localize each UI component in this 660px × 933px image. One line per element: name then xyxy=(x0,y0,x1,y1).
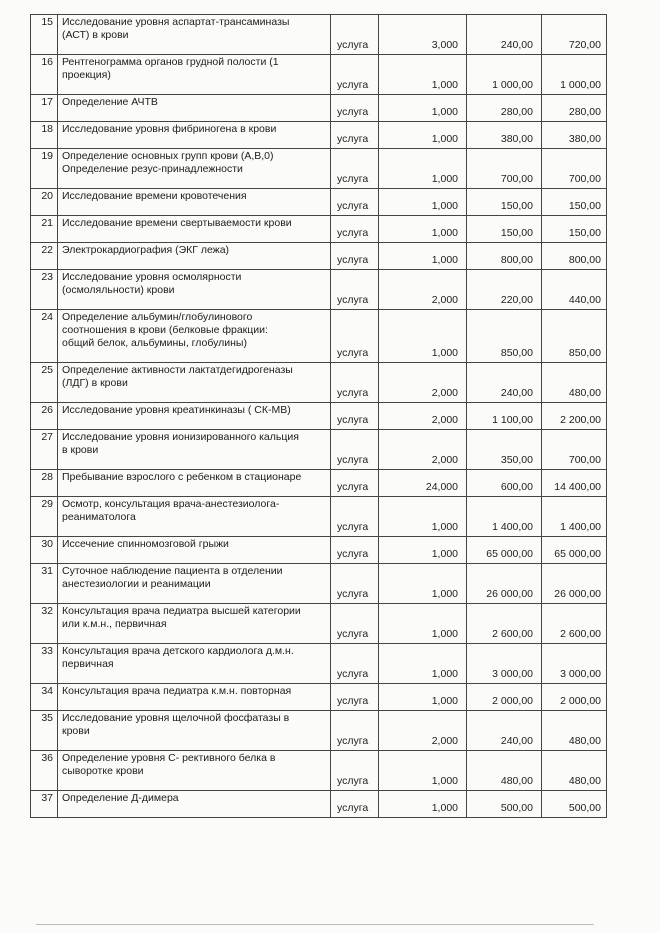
row-number-cell: 18 xyxy=(31,122,58,149)
sum-cell: 1 400,00 xyxy=(542,497,607,537)
quantity-cell: 1,000 xyxy=(379,243,467,270)
price-cell: 1 100,00 xyxy=(467,403,542,430)
service-name-cell: Осмотр, консультация врача-анестезиолога-реаниматолога xyxy=(58,497,331,537)
row-number-cell: 19 xyxy=(31,149,58,189)
service-name-cell: Рентгенограмма органов грудной полости (1 проекция) xyxy=(58,55,331,95)
row-number-cell: 29 xyxy=(31,497,58,537)
sum-cell: 700,00 xyxy=(542,430,607,470)
service-name-cell: Определение АЧТВ xyxy=(58,95,331,122)
sum-cell: 480,00 xyxy=(542,363,607,403)
price-cell: 3 000,00 xyxy=(467,644,542,684)
sum-cell: 280,00 xyxy=(542,95,607,122)
service-name-cell: Определение Д-димера xyxy=(58,791,331,818)
table-row xyxy=(31,430,607,470)
table-row xyxy=(31,149,607,189)
unit-cell: услуга xyxy=(331,430,379,470)
service-name-cell: Суточное наблюдение пациента в отделении анестезиологии и реанимации xyxy=(58,564,331,604)
table-row xyxy=(31,711,607,751)
price-cell: 240,00 xyxy=(467,15,542,55)
unit-cell: услуга xyxy=(331,604,379,644)
service-name-cell: Определение уровня С- рективного белка в сыворотке крови xyxy=(58,751,331,791)
quantity-cell: 1,000 xyxy=(379,216,467,243)
unit-cell: услуга xyxy=(331,189,379,216)
sum-cell: 2 200,00 xyxy=(542,403,607,430)
row-number-cell: 27 xyxy=(31,430,58,470)
sum-cell: 440,00 xyxy=(542,270,607,310)
sum-cell: 800,00 xyxy=(542,243,607,270)
table-row xyxy=(31,243,607,270)
sum-cell: 26 000,00 xyxy=(542,564,607,604)
page-edge-artifact xyxy=(36,924,594,925)
table-row xyxy=(31,564,607,604)
service-name-cell: Пребывание взрослого с ребенком в стационаре xyxy=(58,470,331,497)
quantity-cell: 24,000 xyxy=(379,470,467,497)
quantity-cell: 1,000 xyxy=(379,310,467,363)
quantity-cell: 1,000 xyxy=(379,644,467,684)
service-name-cell: Исследование уровня фибриногена в крови xyxy=(58,122,331,149)
price-cell: 150,00 xyxy=(467,189,542,216)
unit-cell: услуга xyxy=(331,216,379,243)
quantity-cell: 1,000 xyxy=(379,791,467,818)
row-number-cell: 23 xyxy=(31,270,58,310)
unit-cell: услуга xyxy=(331,15,379,55)
unit-cell: услуга xyxy=(331,684,379,711)
sum-cell: 700,00 xyxy=(542,149,607,189)
table-row xyxy=(31,403,607,430)
quantity-cell: 1,000 xyxy=(379,149,467,189)
service-name-cell: Исследование времени кровотечения xyxy=(58,189,331,216)
quantity-cell: 2,000 xyxy=(379,270,467,310)
row-number-cell: 15 xyxy=(31,15,58,55)
service-name-cell: Консультация врача педиатра к.м.н. повторная xyxy=(58,684,331,711)
table-row xyxy=(31,470,607,497)
sum-cell: 850,00 xyxy=(542,310,607,363)
sum-cell: 2 000,00 xyxy=(542,684,607,711)
unit-cell: услуга xyxy=(331,564,379,604)
price-cell: 500,00 xyxy=(467,791,542,818)
table-row xyxy=(31,189,607,216)
sum-cell: 150,00 xyxy=(542,216,607,243)
table-row xyxy=(31,55,607,95)
services-price-table xyxy=(30,14,607,818)
unit-cell: услуга xyxy=(331,149,379,189)
row-number-cell: 36 xyxy=(31,751,58,791)
service-name-cell: Исследование времени свертываемости крови xyxy=(58,216,331,243)
quantity-cell: 1,000 xyxy=(379,564,467,604)
unit-cell: услуга xyxy=(331,243,379,270)
service-name-cell: Исследование уровня осмолярности (осмоляльности) крови xyxy=(58,270,331,310)
sum-cell: 1 000,00 xyxy=(542,55,607,95)
sum-cell: 480,00 xyxy=(542,751,607,791)
row-number-cell: 24 xyxy=(31,310,58,363)
price-cell: 65 000,00 xyxy=(467,537,542,564)
price-cell: 220,00 xyxy=(467,270,542,310)
row-number-cell: 35 xyxy=(31,711,58,751)
row-number-cell: 28 xyxy=(31,470,58,497)
quantity-cell: 3,000 xyxy=(379,15,467,55)
row-number-cell: 17 xyxy=(31,95,58,122)
quantity-cell: 1,000 xyxy=(379,95,467,122)
quantity-cell: 1,000 xyxy=(379,189,467,216)
price-cell: 600,00 xyxy=(467,470,542,497)
price-cell: 150,00 xyxy=(467,216,542,243)
quantity-cell: 1,000 xyxy=(379,55,467,95)
table-row xyxy=(31,684,607,711)
quantity-cell: 1,000 xyxy=(379,604,467,644)
price-cell: 2 600,00 xyxy=(467,604,542,644)
row-number-cell: 32 xyxy=(31,604,58,644)
table-row xyxy=(31,751,607,791)
unit-cell: услуга xyxy=(331,751,379,791)
row-number-cell: 26 xyxy=(31,403,58,430)
service-name-cell: Электрокардиография (ЭКГ лежа) xyxy=(58,243,331,270)
quantity-cell: 2,000 xyxy=(379,363,467,403)
table-row xyxy=(31,15,607,55)
price-cell: 700,00 xyxy=(467,149,542,189)
unit-cell: услуга xyxy=(331,95,379,122)
quantity-cell: 1,000 xyxy=(379,537,467,564)
quantity-cell: 1,000 xyxy=(379,684,467,711)
service-name-cell: Исследование уровня щелочной фосфатазы в крови xyxy=(58,711,331,751)
table-row xyxy=(31,644,607,684)
services-table-body xyxy=(31,15,607,818)
unit-cell: услуга xyxy=(331,55,379,95)
service-name-cell: Консультация врача детского кардиолога д.м.н. первичная xyxy=(58,644,331,684)
unit-cell: услуга xyxy=(331,644,379,684)
table-row xyxy=(31,310,607,363)
service-name-cell: Определение альбумин/глобулинового соотношения в крови (белковые фракции: общий белок, альбумины, глобулины) xyxy=(58,310,331,363)
quantity-cell: 2,000 xyxy=(379,711,467,751)
price-cell: 1 400,00 xyxy=(467,497,542,537)
unit-cell: услуга xyxy=(331,403,379,430)
unit-cell: услуга xyxy=(331,363,379,403)
price-cell: 2 000,00 xyxy=(467,684,542,711)
table-row xyxy=(31,497,607,537)
quantity-cell: 1,000 xyxy=(379,497,467,537)
sum-cell: 380,00 xyxy=(542,122,607,149)
row-number-cell: 21 xyxy=(31,216,58,243)
price-cell: 480,00 xyxy=(467,751,542,791)
row-number-cell: 25 xyxy=(31,363,58,403)
quantity-cell: 2,000 xyxy=(379,403,467,430)
price-cell: 350,00 xyxy=(467,430,542,470)
unit-cell: услуга xyxy=(331,537,379,564)
sum-cell: 2 600,00 xyxy=(542,604,607,644)
quantity-cell: 1,000 xyxy=(379,751,467,791)
row-number-cell: 16 xyxy=(31,55,58,95)
service-name-cell: Исследование уровня аспартат-трансаминазы (АСТ) в крови xyxy=(58,15,331,55)
sum-cell: 14 400,00 xyxy=(542,470,607,497)
price-cell: 240,00 xyxy=(467,363,542,403)
unit-cell: услуга xyxy=(331,270,379,310)
row-number-cell: 34 xyxy=(31,684,58,711)
unit-cell: услуга xyxy=(331,122,379,149)
service-name-cell: Иссечение спинномозговой грыжи xyxy=(58,537,331,564)
service-name-cell: Исследование уровня ионизированного кальция в крови xyxy=(58,430,331,470)
row-number-cell: 31 xyxy=(31,564,58,604)
table-row xyxy=(31,216,607,243)
row-number-cell: 30 xyxy=(31,537,58,564)
price-cell: 1 000,00 xyxy=(467,55,542,95)
unit-cell: услуга xyxy=(331,711,379,751)
sum-cell: 65 000,00 xyxy=(542,537,607,564)
sum-cell: 3 000,00 xyxy=(542,644,607,684)
table-row xyxy=(31,791,607,818)
unit-cell: услуга xyxy=(331,497,379,537)
unit-cell: услуга xyxy=(331,470,379,497)
price-cell: 280,00 xyxy=(467,95,542,122)
unit-cell: услуга xyxy=(331,310,379,363)
sum-cell: 500,00 xyxy=(542,791,607,818)
row-number-cell: 37 xyxy=(31,791,58,818)
price-cell: 240,00 xyxy=(467,711,542,751)
table-row xyxy=(31,604,607,644)
sum-cell: 150,00 xyxy=(542,189,607,216)
quantity-cell: 1,000 xyxy=(379,122,467,149)
row-number-cell: 20 xyxy=(31,189,58,216)
sum-cell: 480,00 xyxy=(542,711,607,751)
table-row xyxy=(31,363,607,403)
table-row xyxy=(31,122,607,149)
quantity-cell: 2,000 xyxy=(379,430,467,470)
row-number-cell: 22 xyxy=(31,243,58,270)
service-name-cell: Исследование уровня креатинкиназы ( СК-МВ) xyxy=(58,403,331,430)
table-row xyxy=(31,537,607,564)
table-row xyxy=(31,95,607,122)
sum-cell: 720,00 xyxy=(542,15,607,55)
unit-cell: услуга xyxy=(331,791,379,818)
row-number-cell: 33 xyxy=(31,644,58,684)
price-cell: 26 000,00 xyxy=(467,564,542,604)
price-cell: 800,00 xyxy=(467,243,542,270)
table-row xyxy=(31,270,607,310)
service-name-cell: Определение основных групп крови (А,В,0) Определение резус-принадлежности xyxy=(58,149,331,189)
service-name-cell: Определение активности лактатдегидрогеназы (ЛДГ) в крови xyxy=(58,363,331,403)
service-name-cell: Консультация врача педиатра высшей категории или к.м.н., первичная xyxy=(58,604,331,644)
price-cell: 850,00 xyxy=(467,310,542,363)
price-cell: 380,00 xyxy=(467,122,542,149)
